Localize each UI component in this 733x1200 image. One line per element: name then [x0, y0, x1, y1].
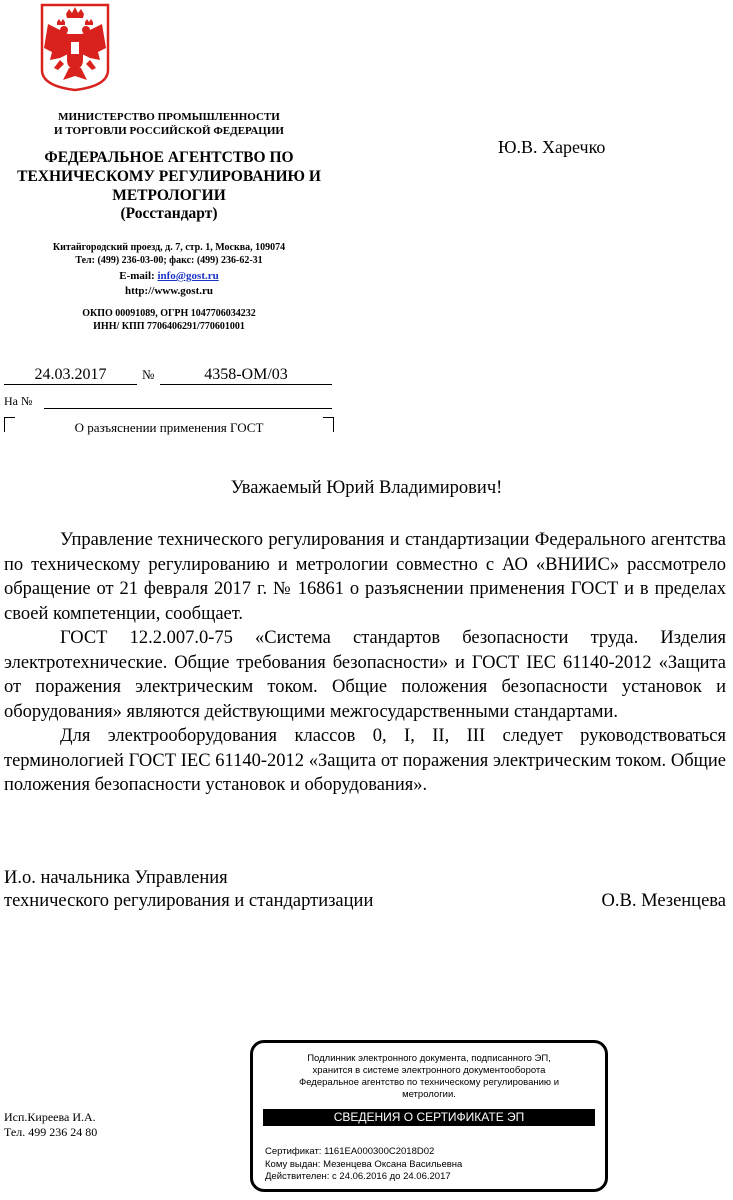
letter-body: [4, 528, 726, 798]
position-line-1: И.о. начальника Управления: [4, 868, 228, 888]
agency-line-2: ТЕХНИЧЕСКОМУ РЕГУЛИРОВАНИЮ И: [17, 168, 321, 185]
agency-line-1: ФЕДЕРАЛЬНОЕ АГЕНТСТВО ПО: [44, 149, 294, 166]
agency-contacts: [0, 269, 338, 299]
subject-corner-right: [323, 417, 334, 432]
greeting: Уважаемый Юрий Владимирович!: [230, 478, 503, 498]
stamp-notice-line-2: хранится в системе электронного документооборота: [312, 1065, 546, 1076]
certificate-holder: Кому выдан: Мезенцева Оксана Васильевна: [265, 1158, 463, 1170]
certificate-info-bar: СВЕДЕНИЯ О СЕРТИФИКАТЕ ЭП: [263, 1109, 595, 1126]
ministry-name: [0, 110, 338, 138]
reply-to-label: На №: [4, 394, 33, 408]
phone-fax-line: Тел: (499) 236-03-00; факс: (499) 236-62-31: [75, 255, 263, 266]
subject-block: [4, 417, 334, 437]
electronic-signature-stamp: [250, 1040, 608, 1192]
executor-info: [4, 1110, 97, 1140]
certificate-validity: Действителен: с 24.06.2016 до 24.06.2017: [265, 1171, 451, 1182]
body-paragraph-2: ГОСТ 12.2.007.0-75 «Система стандартов безопасности труда. Изделия электротехнические. Общие требования безопасности» и ГОСТ IEC 61140-2012 «Защита от поражения электрическим током. Общие положения безопасности установок и оборудования» являются действующими межгосударственными стандартами.: [4, 628, 726, 722]
coat-of-arms-emblem: [38, 2, 112, 92]
certificate-number: Сертификат: 1161EA000300C2018D02: [265, 1146, 435, 1157]
subject-corner-left: [4, 417, 15, 432]
registration-date: 24.03.2017: [4, 366, 137, 385]
registration-line: [4, 366, 334, 386]
certificate-details: [265, 1146, 462, 1184]
signatory-name: О.В. Мезенцева: [601, 891, 726, 911]
email-line: [0, 269, 338, 284]
signatory-position: [4, 867, 373, 913]
inn-kpp-line: ИНН/ КПП 7706406291/770601001: [93, 321, 245, 332]
stamp-notice: [259, 1053, 599, 1101]
position-line-2: технического регулирования и стандартизации: [4, 891, 374, 911]
number-label: №: [142, 367, 155, 382]
okpo-ogrn-line: ОКПО 00091089, ОГРН 1047706034232: [82, 308, 256, 319]
ministry-line-2: И ТОРГОВЛИ РОССИЙСКОЙ ФЕДЕРАЦИИ: [54, 125, 284, 137]
website-line: http://www.gost.ru: [124, 285, 213, 297]
reply-to-line: [4, 394, 334, 410]
stamp-notice-line-3: Федеральное агентство по техническому регулированию и: [299, 1077, 559, 1088]
subject-text: О разъяснении применения ГОСТ: [74, 420, 264, 435]
stamp-notice-line-1: Подлинник электронного документа, подписанного ЭП,: [307, 1053, 551, 1064]
agency-short-name: (Росстандарт): [120, 205, 218, 222]
email-link[interactable]: info@gost.ru: [157, 270, 219, 282]
stamp-notice-line-4: метрологии.: [402, 1089, 456, 1100]
ministry-line-1: МИНИСТЕРСТВО ПРОМЫШЛЕННОСТИ: [58, 111, 280, 123]
executor-phone: Тел. 499 236 24 80: [4, 1125, 98, 1139]
agency-line-3: МЕТРОЛОГИИ: [112, 187, 226, 204]
body-paragraph-3: Для электрооборудования классов 0, I, II, III следует руководствоваться терминологией ГОСТ IEC 61140-2012 «Защита от поражения электрическим током. Общие положения безопасности установок и оборудования».: [4, 726, 726, 795]
agency-address: [0, 241, 338, 267]
address-line: Китайгородский проезд, д. 7, стр. 1, Москва, 109074: [52, 242, 286, 253]
email-label: E-mail:: [119, 270, 155, 282]
reply-to-blank: [44, 394, 332, 409]
recipient-name: Ю.В. Харечко: [498, 137, 606, 157]
agency-name: [0, 148, 338, 205]
agency-codes: [0, 307, 338, 333]
registration-number: 4358-ОМ/03: [160, 366, 332, 385]
body-paragraph-1: Управление технического регулирования и стандартизации Федерального агентства по техническому регулированию и метрологии совместно с АО «ВНИИС» рассмотрело обращение от 21 февраля 2017 г. № 16861 о разъяснении применения ГОСТ и в пределах своей компетенции, сообщает.: [4, 530, 726, 624]
executor-name: Исп.Киреева И.А.: [4, 1110, 96, 1124]
